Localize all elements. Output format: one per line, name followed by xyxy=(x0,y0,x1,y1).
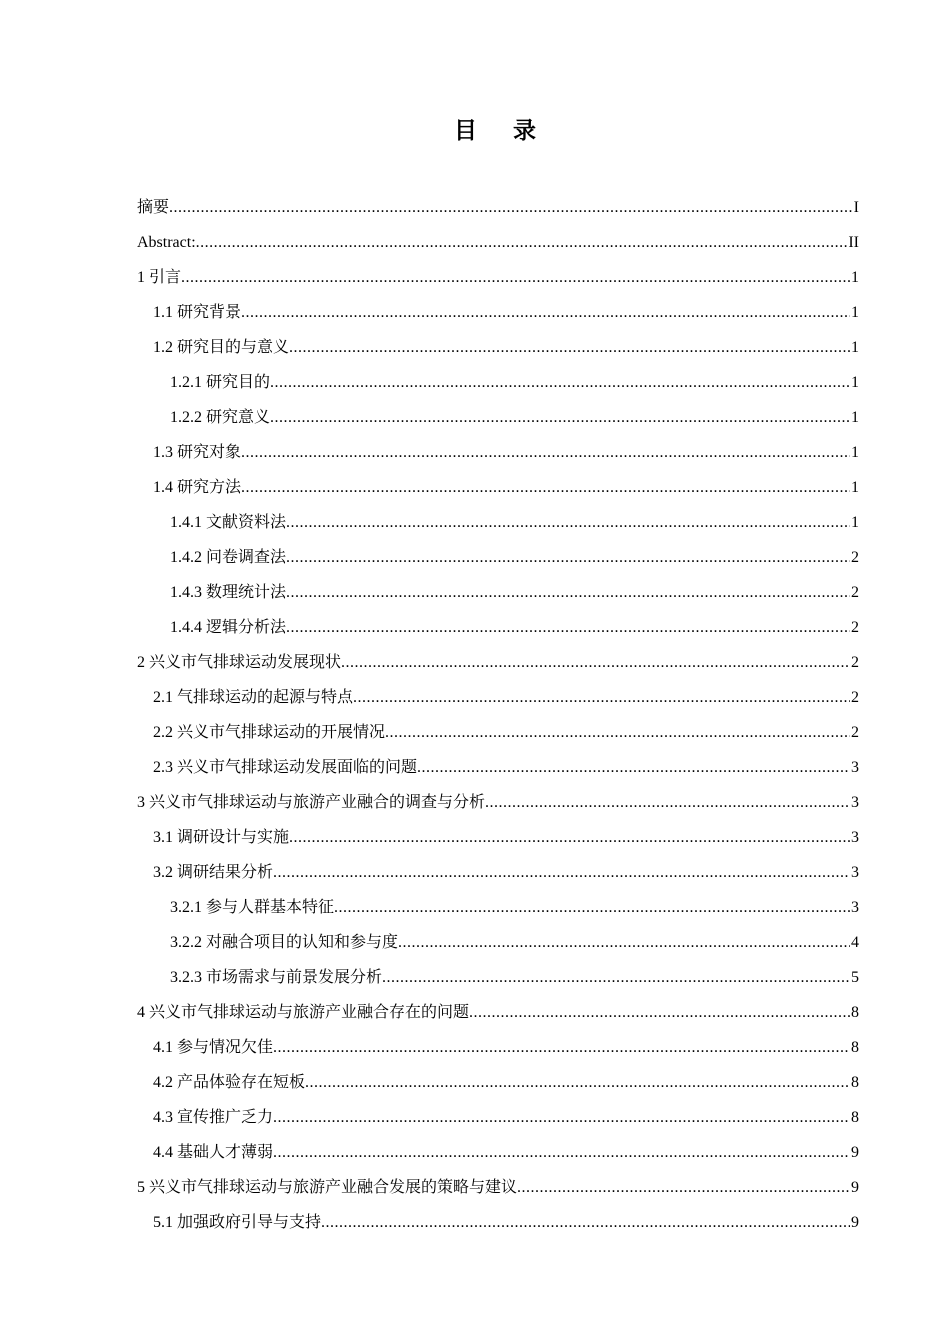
toc-entry[interactable] xyxy=(137,1030,859,1065)
toc-entry-title: 2.2 兴义市气排球运动的开展情况 xyxy=(153,724,386,741)
toc-entry-title: 1.4.4 逻辑分析法 xyxy=(170,619,287,636)
dot-leader xyxy=(289,330,850,365)
toc-entry-title: 2 兴义市气排球运动发展现状 xyxy=(137,654,342,671)
toc-entry[interactable] xyxy=(137,1100,859,1135)
dot-leader xyxy=(273,855,850,890)
toc-entry-title: 3.2.3 市场需求与前景发展分析 xyxy=(170,969,383,986)
dot-leader xyxy=(286,610,850,645)
toc-entry-title: 3.2.1 参与人群基本特征 xyxy=(170,899,335,916)
toc-entry[interactable] xyxy=(137,995,859,1030)
toc-entry-title: 1.1 研究背景 xyxy=(153,304,242,321)
toc-entry-page-number: 2 xyxy=(851,724,859,741)
toc-entry-page-number: 9 xyxy=(851,1214,859,1231)
dot-leader xyxy=(334,890,850,925)
dot-leader xyxy=(241,435,850,470)
toc-entry-page-number: 3 xyxy=(851,899,859,916)
dot-leader xyxy=(273,1135,850,1170)
dot-leader xyxy=(385,715,850,750)
toc-entry-page-number: 8 xyxy=(851,1074,859,1091)
toc-entry-page-number: 9 xyxy=(851,1144,859,1161)
toc-entry-page-number: 1 xyxy=(851,444,859,461)
toc-entry[interactable] xyxy=(137,960,859,995)
table-of-contents xyxy=(137,190,859,1240)
toc-entry-page-number: 2 xyxy=(851,584,859,601)
toc-entry[interactable] xyxy=(137,575,859,610)
toc-entry-page-number: 9 xyxy=(851,1179,859,1196)
toc-entry-title: 5.1 加强政府引导与支持 xyxy=(153,1214,322,1231)
toc-entry[interactable] xyxy=(137,645,859,680)
toc-entry[interactable] xyxy=(137,1135,859,1170)
toc-entry-title: 3 兴义市气排球运动与旅游产业融合的调查与分析 xyxy=(137,794,486,811)
toc-entry-title: 5 兴义市气排球运动与旅游产业融合发展的策略与建议 xyxy=(137,1179,518,1196)
toc-entry-page-number: 4 xyxy=(851,934,859,951)
toc-entry[interactable] xyxy=(137,400,859,435)
dot-leader xyxy=(289,820,850,855)
toc-entry-title: 1.2.1 研究目的 xyxy=(170,374,271,391)
dot-leader xyxy=(181,260,850,295)
dot-leader xyxy=(485,785,850,820)
toc-entry-page-number: 3 xyxy=(851,829,859,846)
toc-entry-page-number: 8 xyxy=(851,1109,859,1126)
toc-entry[interactable] xyxy=(137,925,859,960)
toc-entry-page-number: 2 xyxy=(851,654,859,671)
dot-leader xyxy=(417,750,850,785)
toc-entry-page-number: 3 xyxy=(851,759,859,776)
toc-entry-page-number: 1 xyxy=(851,479,859,496)
toc-entry[interactable] xyxy=(137,715,859,750)
toc-entry-title: 4.4 基础人才薄弱 xyxy=(153,1144,274,1161)
toc-entry[interactable] xyxy=(137,365,859,400)
toc-entry[interactable] xyxy=(137,470,859,505)
toc-entry[interactable] xyxy=(137,330,859,365)
toc-entry-title: 4.1 参与情况欠佳 xyxy=(153,1039,274,1056)
toc-entry-title: 1.2 研究目的与意义 xyxy=(153,339,290,356)
toc-entry-title: 4.2 产品体验存在短板 xyxy=(153,1074,306,1091)
toc-entry-title: 4.3 宣传推广乏力 xyxy=(153,1109,274,1126)
dot-leader xyxy=(241,295,850,330)
toc-entry-page-number: 2 xyxy=(851,549,859,566)
toc-entry[interactable] xyxy=(137,820,859,855)
toc-entry-title: 3.1 调研设计与实施 xyxy=(153,829,290,846)
dot-leader xyxy=(517,1170,850,1205)
toc-entry-page-number: 8 xyxy=(851,1004,859,1021)
toc-entry[interactable] xyxy=(137,1205,859,1240)
toc-entry[interactable] xyxy=(137,680,859,715)
toc-entry-page-number: 2 xyxy=(851,689,859,706)
toc-entry-page-number: 2 xyxy=(851,619,859,636)
toc-entry-title: 2.1 气排球运动的起源与特点 xyxy=(153,689,354,706)
toc-entry-title: 1.4.3 数理统计法 xyxy=(170,584,287,601)
dot-leader xyxy=(321,1205,850,1240)
toc-entry[interactable] xyxy=(137,890,859,925)
dot-leader xyxy=(241,470,850,505)
toc-entry-page-number: 8 xyxy=(851,1039,859,1056)
dot-leader xyxy=(286,505,850,540)
toc-entry-title: 1.4 研究方法 xyxy=(153,479,242,496)
toc-entry-page-number: 1 xyxy=(851,374,859,391)
toc-entry[interactable] xyxy=(137,225,859,260)
toc-entry-page-number: 3 xyxy=(851,794,859,811)
dot-leader xyxy=(270,365,850,400)
toc-entry-page-number: II xyxy=(848,234,859,251)
dot-leader xyxy=(270,400,850,435)
toc-entry[interactable] xyxy=(137,260,859,295)
toc-entry-title: 1.3 研究对象 xyxy=(153,444,242,461)
toc-entry-page-number: 1 xyxy=(851,269,859,286)
toc-entry[interactable] xyxy=(137,785,859,820)
toc-entry-title: 3.2.2 对融合项目的认知和参与度 xyxy=(170,934,399,951)
toc-entry-title: 1 引言 xyxy=(137,269,182,286)
toc-entry-title: 4 兴义市气排球运动与旅游产业融合存在的问题 xyxy=(137,1004,470,1021)
toc-entry-title: 摘要 xyxy=(137,199,170,216)
toc-entry[interactable] xyxy=(137,505,859,540)
dot-leader xyxy=(341,645,850,680)
toc-entry[interactable] xyxy=(137,295,859,330)
toc-entry-page-number: 1 xyxy=(851,339,859,356)
dot-leader xyxy=(469,995,850,1030)
toc-entry[interactable] xyxy=(137,540,859,575)
dot-leader xyxy=(382,960,850,995)
toc-entry[interactable] xyxy=(137,1170,859,1205)
toc-entry-title: 1.4.2 问卷调查法 xyxy=(170,549,287,566)
toc-entry-page-number: 1 xyxy=(851,304,859,321)
toc-entry[interactable] xyxy=(137,855,859,890)
toc-entry[interactable] xyxy=(137,190,859,225)
toc-entry-page-number: 1 xyxy=(851,514,859,531)
toc-entry-title: Abstract: xyxy=(137,234,196,251)
toc-entry-page-number: 1 xyxy=(851,409,859,426)
toc-entry-title: 1.2.2 研究意义 xyxy=(170,409,271,426)
toc-entry[interactable] xyxy=(137,435,859,470)
toc-entry-page-number: I xyxy=(853,199,859,216)
toc-entry-title: 1.4.1 文献资料法 xyxy=(170,514,287,531)
dot-leader xyxy=(286,540,850,575)
dot-leader xyxy=(286,575,850,610)
toc-entry[interactable] xyxy=(137,1065,859,1100)
dot-leader xyxy=(196,225,848,260)
toc-entry-title: 2.3 兴义市气排球运动发展面临的问题 xyxy=(153,759,418,776)
toc-entry-page-number: 5 xyxy=(851,969,859,986)
dot-leader xyxy=(273,1100,850,1135)
dot-leader xyxy=(398,925,850,960)
dot-leader xyxy=(169,190,853,225)
toc-entry-title: 3.2 调研结果分析 xyxy=(153,864,274,881)
dot-leader xyxy=(353,680,850,715)
dot-leader xyxy=(273,1030,850,1065)
dot-leader xyxy=(305,1065,850,1100)
toc-entry[interactable] xyxy=(137,610,859,645)
toc-entry[interactable] xyxy=(137,750,859,785)
page-title: 目 录 xyxy=(453,118,550,144)
toc-entry-page-number: 3 xyxy=(851,864,859,881)
